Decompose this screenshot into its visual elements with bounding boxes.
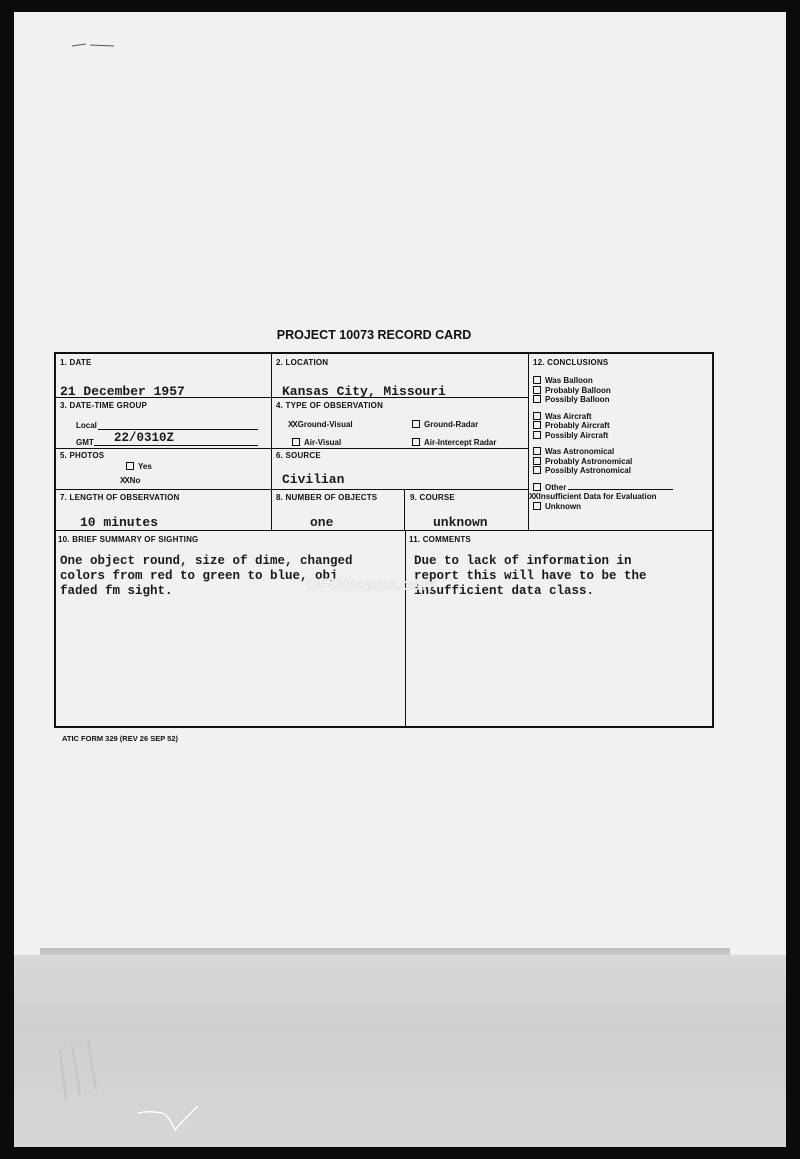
checkbox-icon: [533, 502, 541, 510]
comments-text: Due to lack of information in report this will have to be the insufficient data class.: [414, 554, 647, 598]
conclusion-was-aircraft: Was Aircraft: [533, 412, 673, 422]
conclusion-probably-balloon: Probably Balloon: [533, 386, 673, 396]
conclusion-other: Other: [533, 483, 673, 493]
gmt-label: GMT: [76, 438, 94, 447]
length-of-observation-value: 10 minutes: [80, 515, 159, 530]
checkbox-icon: [533, 457, 541, 465]
comments-label: 11. COMMENTS: [409, 535, 471, 544]
form-footer: ATIC FORM 329 (REV 26 SEP 52): [62, 734, 179, 743]
checkbox-icon: [533, 431, 541, 439]
conclusion-was-astronomical: Was Astronomical: [533, 447, 673, 457]
photos-label: 5. PHOTOS: [60, 451, 105, 460]
checkbox-icon: [533, 395, 541, 403]
checkbox-icon: [533, 386, 541, 394]
checkbox-icon: [533, 466, 541, 474]
checkbox-icon: [412, 438, 420, 446]
source-value: Civilian: [282, 472, 345, 487]
checkbox-icon: [292, 438, 300, 446]
checkbox-icon: [533, 447, 541, 455]
brief-summary-label: 10. BRIEF SUMMARY OF SIGHTING: [58, 535, 199, 544]
conclusions-list: [529, 376, 673, 518]
conclusion-was-balloon: Was Balloon: [533, 376, 673, 386]
conclusion-insufficient-data: XXInsufficient Data for Evaluation: [529, 492, 657, 501]
date-time-group-label: 3. DATE-TIME GROUP: [60, 401, 148, 410]
option-air-intercept-radar: Air-Intercept Radar: [412, 438, 496, 447]
checkbox-icon: [412, 420, 420, 428]
option-ground-radar: Ground-Radar: [412, 420, 478, 429]
conclusion-possibly-astronomical: Possibly Astronomical: [533, 466, 673, 476]
conclusions-label: 12. CONCLUSIONS: [533, 358, 609, 367]
watermark: UFOScans.com: [306, 575, 438, 594]
brief-summary-text: One object round, size of dime, changed colors from red to green to blue, obj faded fm sight.: [60, 554, 353, 598]
photos-yes: Yes: [126, 462, 152, 471]
conclusion-possibly-balloon: Possibly Balloon: [533, 395, 673, 405]
gmt-value: 22/0310Z: [114, 431, 175, 445]
course-label: 9. COURSE: [410, 493, 455, 502]
conclusion-probably-astronomical: Probably Astronomical: [533, 457, 673, 467]
conclusion-possibly-aircraft: Possibly Aircraft: [533, 431, 673, 441]
conclusion-probably-aircraft: Probably Aircraft: [533, 421, 673, 431]
type-of-observation-label: 4. TYPE OF OBSERVATION: [276, 401, 384, 410]
card-title: PROJECT 10073 RECORD CARD: [276, 328, 472, 342]
location-value: Kansas City, Missouri: [282, 384, 446, 399]
location-label: 2. LOCATION: [276, 358, 329, 367]
checkbox-icon: [533, 421, 541, 429]
course-value: unknown: [433, 515, 488, 530]
photos-no-mark: XX: [120, 476, 129, 485]
local-label: Local: [76, 421, 97, 430]
number-of-objects-value: one: [310, 515, 334, 530]
option-air-visual: Air-Visual: [292, 438, 341, 447]
date-value: 21 December 1957: [60, 384, 185, 399]
option-ground-visual: XXGround-Visual: [288, 420, 353, 429]
insufficient-data-mark: XX: [529, 492, 538, 501]
photos-no: XXNo: [120, 476, 141, 485]
checkbox-icon: [533, 376, 541, 384]
conclusion-unknown: Unknown: [533, 502, 673, 512]
checkbox-icon: [533, 483, 541, 491]
number-of-objects-label: 8. NUMBER OF OBJECTS: [276, 493, 378, 502]
ground-visual-mark: XX: [288, 420, 297, 429]
length-of-observation-label: 7. LENGTH OF OBSERVATION: [60, 493, 180, 502]
checkbox-icon: [126, 462, 134, 470]
checkbox-icon: [533, 412, 541, 420]
record-card: [54, 352, 714, 728]
source-label: 6. SOURCE: [276, 451, 321, 460]
date-label: 1. DATE: [60, 358, 92, 367]
